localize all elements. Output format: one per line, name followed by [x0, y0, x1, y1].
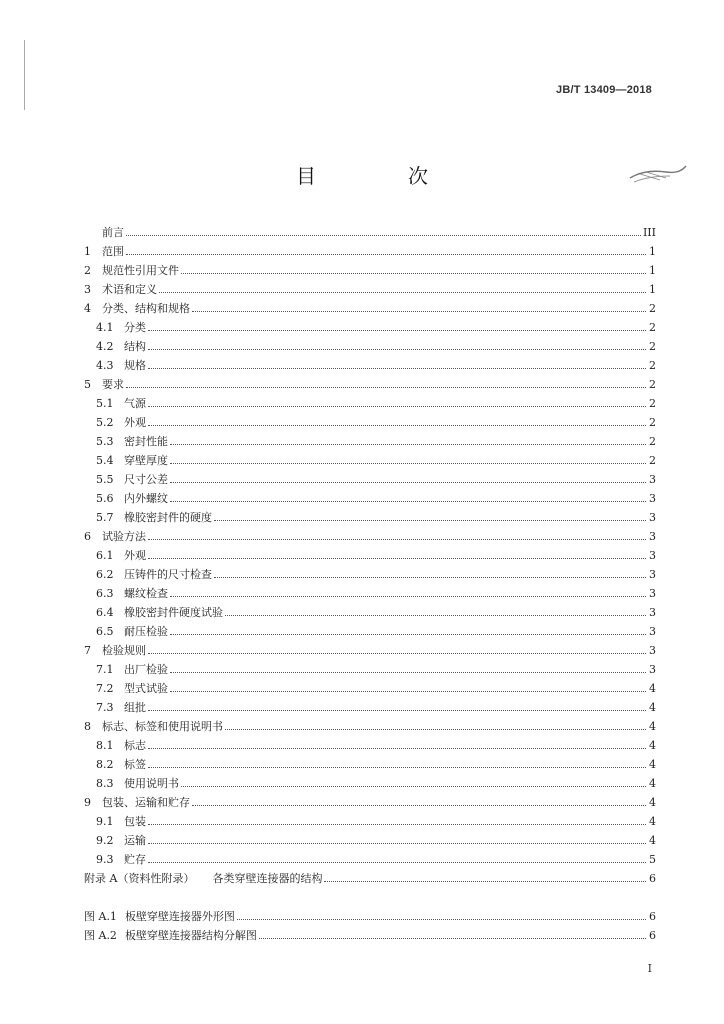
toc-label: 前言 [102, 226, 124, 239]
dot-leader [148, 766, 646, 768]
toc-number: 4.3 [96, 359, 114, 372]
dot-leader [170, 500, 646, 502]
toc-entry[interactable] [84, 296, 656, 315]
toc-entry[interactable] [84, 410, 656, 429]
toc-page: 4 [649, 682, 656, 695]
toc-label: 尺寸公差 [124, 473, 168, 486]
toc-page: 2 [649, 359, 656, 372]
toc-entry[interactable] [84, 448, 656, 467]
toc-entry[interactable] [84, 220, 656, 239]
toc-page: 3 [649, 530, 656, 543]
toc-number: 8.3 [96, 777, 114, 790]
toc-page: 3 [649, 568, 656, 581]
toc-page: 4 [649, 758, 656, 771]
toc-label: 穿壁厚度 [124, 454, 168, 467]
toc-number: 6.5 [96, 625, 114, 638]
toc-number: 8.2 [96, 758, 114, 771]
toc-label: 包装、运输和贮存 [102, 796, 190, 809]
toc-page: 1 [649, 264, 656, 277]
toc-entry[interactable] [84, 334, 656, 353]
toc-page: 4 [649, 796, 656, 809]
toc-number: 6.3 [96, 587, 114, 600]
toc-entry[interactable] [84, 372, 656, 391]
toc-label: 外观 [124, 416, 146, 429]
toc-entry[interactable] [84, 771, 656, 790]
toc-label: 压铸件的尺寸检查 [124, 568, 212, 581]
document-code: JB/T 13409—2018 [556, 84, 652, 96]
toc-number: 5.7 [96, 511, 114, 524]
toc-page: 2 [649, 302, 656, 315]
figure-page: 6 [649, 929, 656, 942]
toc-entry[interactable] [84, 866, 656, 885]
toc-number: 5.6 [96, 492, 114, 505]
dot-leader [170, 671, 646, 673]
dot-leader [159, 291, 646, 293]
toc-number: 7.2 [96, 682, 114, 695]
dot-leader [170, 443, 646, 445]
toc-number: 附录 A（资料性附录） [84, 872, 195, 885]
dot-leader [192, 310, 646, 312]
dot-leader [170, 462, 646, 464]
toc-entry[interactable] [84, 714, 656, 733]
table-of-contents [84, 220, 656, 885]
toc-page: 3 [649, 644, 656, 657]
toc-entry[interactable] [84, 467, 656, 486]
toc-number: 4 [84, 302, 91, 315]
toc-entry[interactable] [84, 638, 656, 657]
toc-number: 5 [84, 378, 91, 391]
toc-number: 9 [84, 796, 91, 809]
dot-leader [148, 652, 646, 654]
dot-leader [181, 785, 646, 787]
toc-label: 耐压检验 [124, 625, 168, 638]
toc-entry[interactable] [84, 562, 656, 581]
toc-label: 外观 [124, 549, 146, 562]
dot-leader [148, 557, 646, 559]
dot-leader [148, 842, 646, 844]
dot-leader [214, 576, 646, 578]
toc-label: 标签 [124, 758, 146, 771]
toc-number: 1 [84, 245, 91, 258]
dot-leader [225, 614, 646, 616]
toc-entry[interactable] [84, 676, 656, 695]
toc-page: 4 [649, 720, 656, 733]
toc-label: 包装 [124, 815, 146, 828]
toc-label: 型式试验 [124, 682, 168, 695]
toc-page: 4 [649, 815, 656, 828]
toc-label: 运输 [124, 834, 146, 847]
toc-entry[interactable] [84, 239, 656, 258]
toc-page: 3 [649, 625, 656, 638]
toc-page: 4 [649, 834, 656, 847]
toc-page: 5 [649, 853, 656, 866]
toc-page: 2 [649, 340, 656, 353]
toc-label: 内外螺纹 [124, 492, 168, 505]
toc-page: 2 [649, 378, 656, 391]
dot-leader [324, 880, 646, 882]
toc-label: 要求 [102, 378, 124, 391]
dot-leader [181, 272, 646, 274]
toc-page: III [642, 226, 656, 239]
toc-page: 2 [649, 321, 656, 334]
toc-page: 6 [649, 872, 656, 885]
page-title: 目 次 [296, 164, 464, 188]
toc-number: 6.4 [96, 606, 114, 619]
toc-page: 3 [649, 549, 656, 562]
toc-number: 9.3 [96, 853, 114, 866]
dot-leader [170, 595, 646, 597]
toc-label: 螺纹检查 [124, 587, 168, 600]
toc-entry[interactable] [84, 828, 656, 847]
toc-label: 出厂检验 [124, 663, 168, 676]
page-number: I [647, 962, 652, 975]
toc-label: 标志、标签和使用说明书 [102, 720, 223, 733]
toc-entry[interactable] [84, 277, 656, 296]
toc-page: 2 [649, 397, 656, 410]
toc-number: 8 [84, 720, 91, 733]
toc-label: 标志 [124, 739, 146, 752]
toc-number: 7.1 [96, 663, 114, 676]
toc-entry[interactable] [84, 695, 656, 714]
toc-entry[interactable] [84, 429, 656, 448]
toc-number: 8.1 [96, 739, 114, 752]
toc-label: 术语和定义 [102, 283, 157, 296]
toc-number: 2 [84, 264, 91, 277]
toc-label: 橡胶密封件的硬度 [124, 511, 212, 524]
dot-leader [148, 329, 646, 331]
toc-label: 密封性能 [124, 435, 168, 448]
toc-entry[interactable] [84, 315, 656, 334]
toc-label: 检验规则 [102, 644, 146, 657]
toc-label: 橡胶密封件硬度试验 [124, 606, 223, 619]
toc-entry[interactable] [84, 600, 656, 619]
dot-leader [148, 348, 646, 350]
toc-page: 3 [649, 492, 656, 505]
toc-page: 1 [649, 283, 656, 296]
dot-leader [148, 538, 646, 540]
toc-entry[interactable] [84, 505, 656, 524]
figure-entry[interactable] [84, 923, 656, 942]
toc-page: 4 [649, 701, 656, 714]
toc-entry[interactable] [84, 619, 656, 638]
toc-page: 2 [649, 416, 656, 429]
dot-leader [237, 918, 646, 920]
toc-page: 4 [649, 739, 656, 752]
dot-leader [148, 405, 646, 407]
toc-entry[interactable] [84, 809, 656, 828]
toc-entry[interactable] [84, 486, 656, 505]
toc-number: 9.2 [96, 834, 114, 847]
dot-leader [126, 386, 646, 388]
toc-entry[interactable] [84, 543, 656, 562]
toc-entry[interactable] [84, 790, 656, 809]
toc-label: 规范性引用文件 [102, 264, 179, 277]
toc-number: 5.3 [96, 435, 114, 448]
toc-page: 3 [649, 587, 656, 600]
toc-label: 分类 [124, 321, 146, 334]
toc-page: 2 [649, 435, 656, 448]
toc-label: 结构 [124, 340, 146, 353]
dot-leader [148, 424, 646, 426]
dot-leader [148, 823, 646, 825]
toc-number: 6.1 [96, 549, 114, 562]
dot-leader [148, 709, 646, 711]
toc-entry[interactable] [84, 391, 656, 410]
toc-entry[interactable] [84, 524, 656, 543]
dot-leader [192, 804, 646, 806]
toc-page: 3 [649, 511, 656, 524]
toc-page: 1 [649, 245, 656, 258]
toc-entry[interactable] [84, 657, 656, 676]
toc-page: 2 [649, 454, 656, 467]
toc-number: 9.1 [96, 815, 114, 828]
dot-leader [148, 367, 646, 369]
figure-list [84, 904, 656, 942]
dot-leader [259, 937, 646, 939]
toc-page: 3 [649, 663, 656, 676]
toc-number: 4.1 [96, 321, 114, 334]
toc-number: 4.2 [96, 340, 114, 353]
toc-number: 5.1 [96, 397, 114, 410]
toc-label: 范围 [102, 245, 124, 258]
toc-label: 规格 [124, 359, 146, 372]
dot-leader [170, 633, 646, 635]
toc-label: 使用说明书 [124, 777, 179, 790]
toc-label: 试验方法 [102, 530, 146, 543]
toc-label: 各类穿壁连接器的结构 [212, 872, 323, 885]
toc-number: 7 [84, 644, 91, 657]
figure-number: 图 A.2 [84, 929, 117, 942]
toc-number: 3 [84, 283, 91, 296]
figure-number: 图 A.1 [84, 910, 117, 923]
figure-page: 6 [649, 910, 656, 923]
toc-label: 气源 [124, 397, 146, 410]
dot-leader [225, 728, 646, 730]
toc-label: 分类、结构和规格 [102, 302, 190, 315]
dot-leader [148, 747, 646, 749]
figure-label: 板壁穿壁连接器外形图 [124, 910, 235, 923]
dot-leader [170, 690, 646, 692]
toc-number: 5.5 [96, 473, 114, 486]
toc-number: 5.2 [96, 416, 114, 429]
scan-smudge-mark [626, 160, 688, 188]
figure-label: 板壁穿壁连接器结构分解图 [124, 929, 257, 942]
toc-entry[interactable] [84, 733, 656, 752]
toc-entry[interactable] [84, 353, 656, 372]
dot-leader [148, 861, 646, 863]
toc-entry[interactable] [84, 581, 656, 600]
dot-leader [170, 481, 646, 483]
toc-entry[interactable] [84, 258, 656, 277]
toc-page: 4 [649, 777, 656, 790]
toc-page: 3 [649, 473, 656, 486]
toc-entry[interactable] [84, 752, 656, 771]
toc-number: 6.2 [96, 568, 114, 581]
toc-number: 6 [84, 530, 91, 543]
toc-label: 组批 [124, 701, 146, 714]
toc-number: 5.4 [96, 454, 114, 467]
toc-number: 7.3 [96, 701, 114, 714]
dot-leader [126, 253, 646, 255]
toc-page: 3 [649, 606, 656, 619]
scan-edge-line [24, 40, 25, 110]
dot-leader [126, 234, 641, 236]
toc-entry[interactable] [84, 847, 656, 866]
toc-label: 贮存 [124, 853, 146, 866]
dot-leader [214, 519, 646, 521]
figure-entry[interactable] [84, 904, 656, 923]
